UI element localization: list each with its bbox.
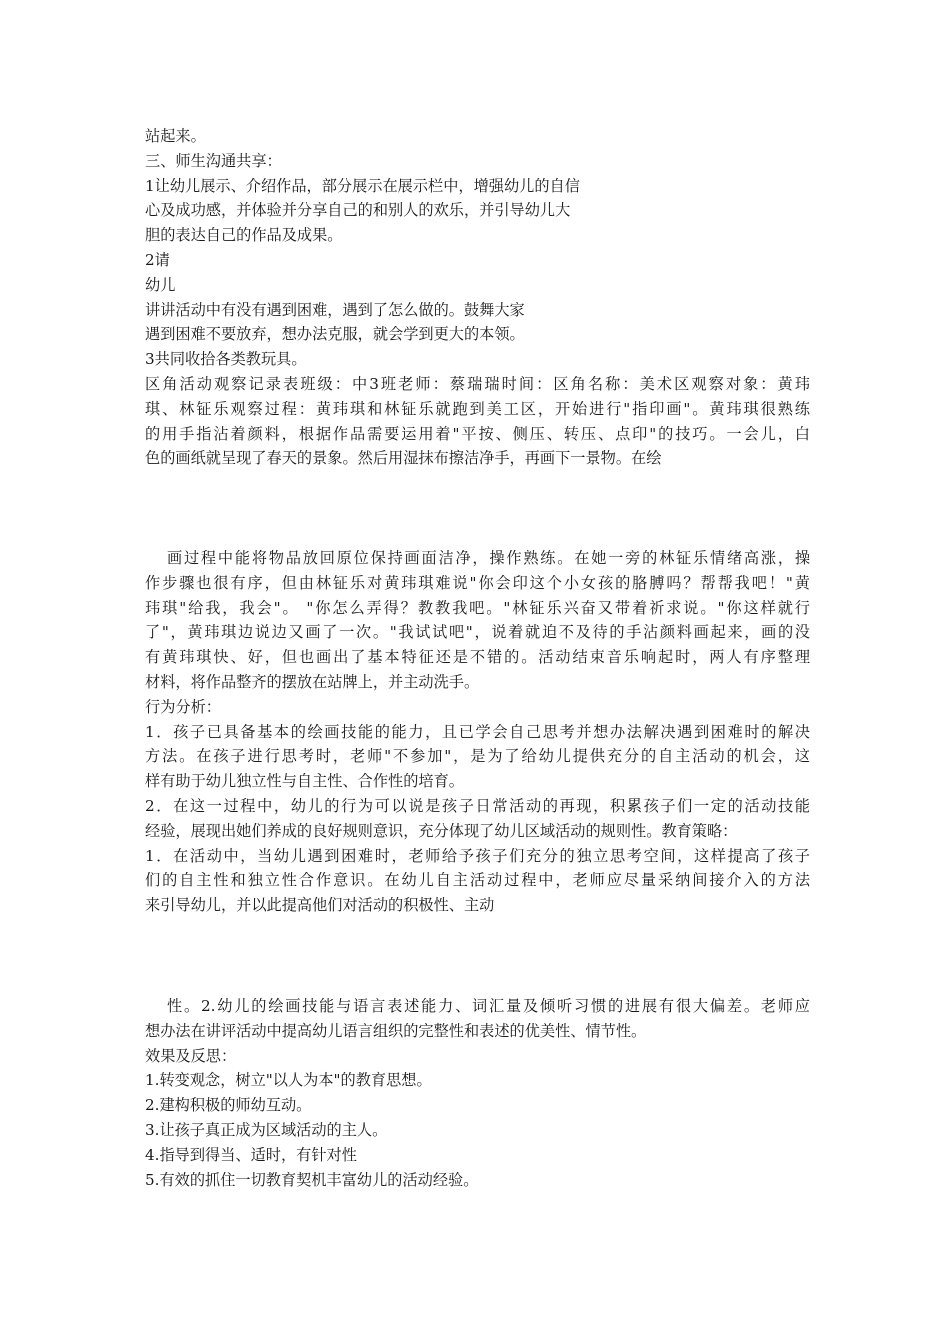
text-line: 2请 bbox=[145, 250, 170, 269]
text-line: 2．在这一过程中，幼儿的行为可以说是孩子日常活动的再现，积累孩子们一定的活动技能 bbox=[145, 796, 810, 815]
paragraph-first-line: 性。2.幼儿的绘画技能与语言表述能力、词汇量及倾听习惯的进展有很大偏差。老师应 bbox=[167, 997, 810, 1015]
text-line: 来引导幼儿，并以此提高他们对活动的积极性、主动 bbox=[145, 896, 495, 915]
text-line: 经验，展现出她们养成的良好规则意识，充分体现了幼儿区域活动的规则性。教育策略： bbox=[145, 821, 738, 840]
text-line: 站起来。 bbox=[145, 127, 206, 145]
list-item: 5.有效的抓住一切教育契机丰富幼儿的活动经验。 bbox=[145, 1170, 479, 1189]
text-line: 玮琪"给我，我会"。 "你怎么弄得？教教我吧。"林钲乐兴奋又带着祈求说。"你这样就行 bbox=[145, 598, 810, 617]
text-line: 1让幼儿展示、介绍作品，部分展示在展示栏中，增强幼儿的自信 bbox=[145, 176, 580, 195]
list-item: 4.指导到得当、适时，有针对性 bbox=[145, 1145, 357, 1164]
text-line: 们的自主性和独立性合作意识。在幼儿自主活动过程中，老师应尽量采纳间接介入的方法 bbox=[145, 871, 810, 890]
text-line: 胆的表达自己的作品及成果。 bbox=[145, 226, 343, 245]
text-line: 了"，黄玮琪边说边又画了一次。"我试试吧"，说着就迫不及待的手沾颜料画起来，画的没 bbox=[145, 623, 810, 642]
text-line: 琪、林钲乐观察过程：黄玮琪和林钲乐就跑到美工区，开始进行"指印画"。黄玮琪很熟练 bbox=[145, 399, 810, 418]
text-line: 想办法在讲评活动中提高幼儿语言组织的完整性和表述的优美性、情节性。 bbox=[145, 1021, 647, 1040]
text-line: 1．孩子已具备基本的绘画技能的能力，且已学会自己思考并想办法解决遇到困难时的解决 bbox=[145, 722, 810, 741]
text-line: 的用手指沾着颜料，根据作品需要运用着"平按、侧压、转压、点印"的技巧。一会儿，白 bbox=[145, 424, 810, 443]
list-item: 3.让孩子真正成为区域活动的主人。 bbox=[145, 1120, 388, 1139]
text-line: 有黄玮琪快、好，但也画出了基本特征还是不错的。活动结束音乐响起时，两人有序整理 bbox=[145, 648, 810, 667]
text-line: 心及成功感，并体验并分享自己的和别人的欢乐，并引导幼儿大 bbox=[145, 201, 571, 220]
list-item: 2.建构积极的师幼互动。 bbox=[145, 1096, 312, 1115]
paragraph-first-line: 画过程中能将物品放回原位保持画面洁净，操作熟练。在她一旁的林钲乐情绪高涨，操 bbox=[167, 549, 810, 567]
text-line: 3共同收拾各类教玩具。 bbox=[145, 350, 307, 369]
observation-record bbox=[145, 372, 810, 471]
text-line: 材料，将作品整齐的摆放在站牌上，并主动洗手。 bbox=[145, 672, 480, 691]
reflection-section bbox=[145, 994, 810, 1192]
observation-continued bbox=[145, 546, 810, 918]
heading-line: 效果及反思： bbox=[145, 1046, 237, 1065]
text-line: 方法。在孩子进行思考时，老师"不参加"，是为了给幼儿提供充分的自主活动的机会，这 bbox=[145, 747, 810, 766]
text-line: 区角活动观察记录表班级：中3班老师：蔡瑞瑞时间：区角名称：美术区观察对象：黄玮 bbox=[145, 375, 810, 393]
section-activity-end bbox=[145, 124, 810, 372]
text-line: 作步骤也很有序，但由林钲乐对黄玮琪难说"你会印这个小女孩的胳膊吗？帮帮我吧！"黄 bbox=[145, 573, 810, 592]
text-line: 1．在活动中，当幼儿遇到困难时，老师给予孩子们充分的独立思考空间，这样提高了孩子 bbox=[145, 846, 810, 865]
heading-line: 行为分析： bbox=[145, 697, 221, 716]
list-item: 1.转变观念，树立"以人为本"的教育思想。 bbox=[145, 1071, 432, 1090]
text-line: 遇到困难不要放弃，想办法克服，就会学到更大的本领。 bbox=[145, 325, 525, 344]
text-line: 讲讲活动中有没有遇到困难，遇到了怎么做的。鼓舞大家 bbox=[145, 300, 525, 319]
text-line: 幼儿 bbox=[145, 275, 176, 294]
heading-line: 三、师生沟通共享： bbox=[145, 151, 282, 170]
text-line: 样有助于幼儿独立性与自主性、合作性的培育。 bbox=[145, 772, 464, 791]
text-line: 色的画纸就呈现了春天的景象。然后用湿抹布擦洁净手，再画下一景物。在绘 bbox=[145, 449, 662, 468]
